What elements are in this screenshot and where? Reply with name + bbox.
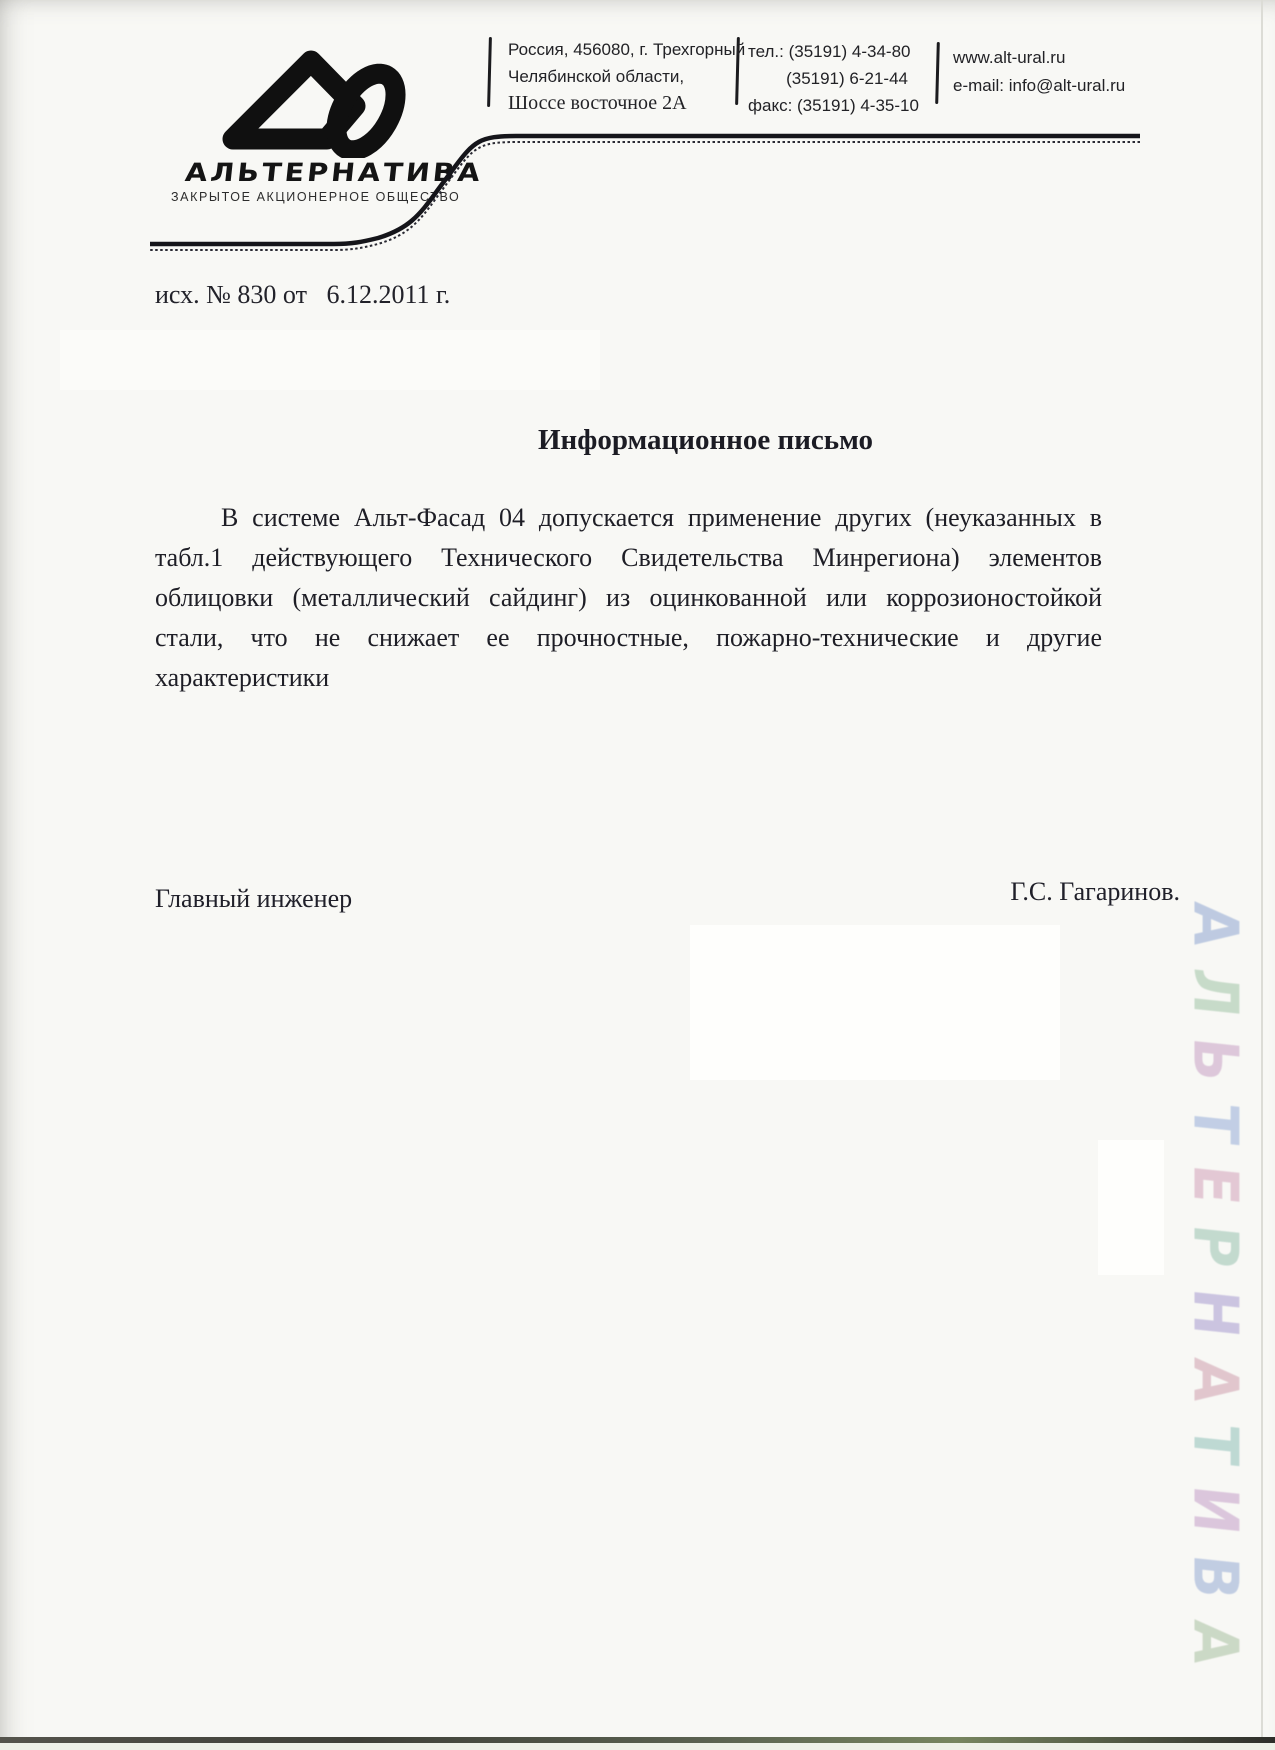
email-address: e-mail: info@alt-ural.ru	[953, 76, 1126, 95]
watermark-letter: А	[1179, 899, 1251, 951]
header-divider	[487, 37, 492, 107]
signer-role: Главный инженер	[155, 884, 353, 913]
scan-white-patch	[690, 925, 1060, 1080]
watermark-letter: Е	[1179, 1160, 1251, 1208]
company-web	[953, 44, 1125, 100]
scan-white-patch	[1098, 1140, 1164, 1275]
watermark-letter: Р	[1179, 1221, 1251, 1271]
watermark-letter: А	[1179, 1617, 1251, 1669]
fax-line: факс: (35191) 4-35-10	[748, 96, 919, 115]
scan-white-patch	[60, 330, 600, 390]
address-line: Шоссе восточное 2А	[508, 92, 687, 114]
body-line: облицовки (металлический сайдинг) из оцинкованной или коррозионостойкой	[155, 583, 1102, 612]
watermark-letter: Л	[1179, 965, 1251, 1021]
body-line: характеристики	[155, 663, 330, 692]
letterhead-swoosh-line	[148, 128, 1140, 260]
watermark-letter: Н	[1179, 1285, 1251, 1341]
header-divider	[935, 42, 940, 104]
letter-title: Информационное письмо	[537, 424, 874, 456]
body-line: стали, что не снижает ее прочностные, пожарно-технические и другие	[155, 623, 1102, 652]
scan-edge-right	[1261, 0, 1263, 1750]
outgoing-reference: исх. № 830 от 6.12.2011 г.	[155, 280, 451, 309]
watermark-letter: И	[1179, 1481, 1251, 1538]
address-line: Россия, 456080, г. Трехгорный	[508, 40, 746, 59]
watermark-letter: В	[1179, 1551, 1251, 1603]
scan-edge-bottom-light	[0, 1743, 1275, 1750]
website-url: www.alt-ural.ru	[953, 48, 1066, 67]
phone-line: тел.: (35191) 4-34-80	[748, 42, 911, 61]
company-legal-form: ЗАКРЫТОЕ АКЦИОНЕРНОЕ ОБЩЕСТВО	[171, 190, 461, 204]
company-watermark	[1179, 899, 1251, 1669]
company-address	[508, 36, 745, 117]
address-line: Челябинской области,	[508, 67, 685, 86]
watermark-letter: А	[1179, 1355, 1251, 1407]
company-phones	[748, 38, 919, 119]
signer-name: Г.С. Гагаринов.	[1010, 877, 1180, 906]
body-line: В системе Альт-Фасад 04 допускается применение других (неуказанных в	[221, 503, 1102, 532]
signature-row	[155, 877, 1180, 914]
watermark-letter: Ь	[1179, 1034, 1251, 1086]
letter-body	[155, 498, 1102, 698]
company-logo-wordmark: АЛЬТЕРНАТИВА	[183, 157, 485, 188]
watermark-letter: Т	[1179, 1099, 1251, 1147]
phone-line: (35191) 6-21-44	[786, 69, 908, 88]
body-line: табл.1 действующего Технического Свидетельства Минрегиона) элементов	[155, 543, 1102, 572]
watermark-letter: Т	[1179, 1421, 1251, 1468]
